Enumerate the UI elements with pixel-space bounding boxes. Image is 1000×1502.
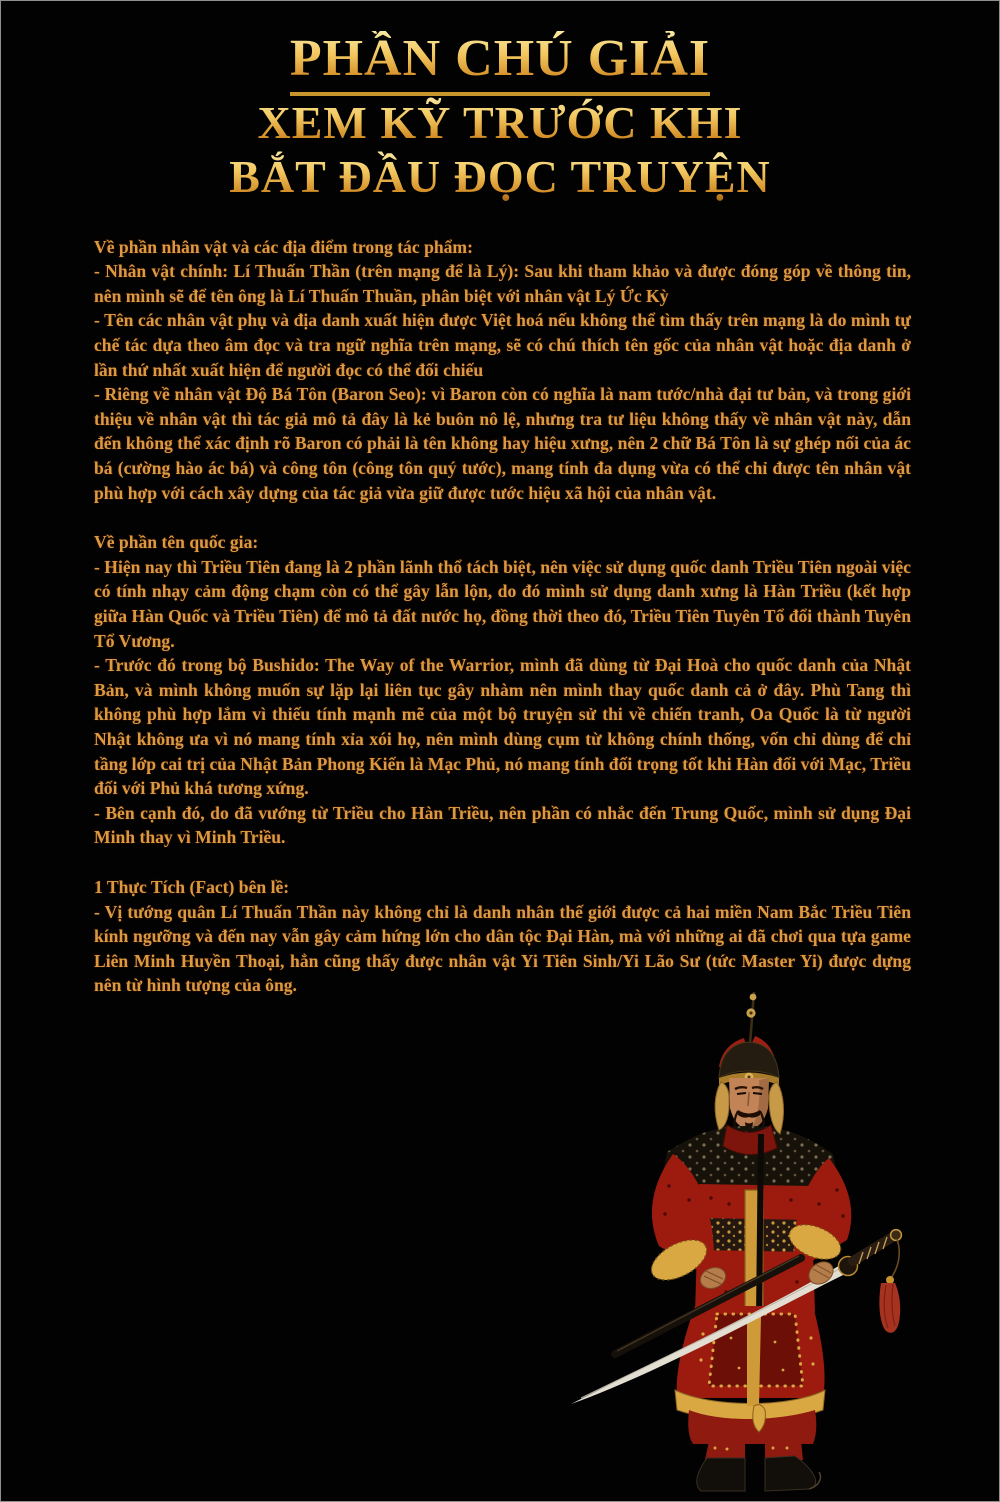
admiral-illustration-svg bbox=[561, 986, 1000, 1502]
note-paragraph: - Bên cạnh đó, do đã vướng từ Triều cho Hàn Triều, nên phần có nhắc đến Trung Quốc, mình sử dụng Đại Minh thay vì Minh Triều. bbox=[94, 802, 911, 848]
boots bbox=[697, 1441, 821, 1491]
note-paragraph: - Vị tướng quân Lí Thuấn Thần này không chỉ là danh nhân thế giới được cả hai miền Nam Bắc Triều Tiên kính ngưỡng và đến nay vẫn gây cảm hứng lớn cho dân tộc Đại Hàn, mà với những ai đã chơi qua tựa game Liên Minh Huyền Thoại, hẳn cũng thấy được nhân vật Yi Tiên Sinh/Yi Lão Sư (tức Master Yi) được dựng nên từ hình tượng của ông. bbox=[94, 901, 911, 996]
title-line-1: PHẦN CHÚ GIẢI bbox=[1, 31, 999, 96]
note-paragraph: - Trước đó trong bộ Bushido: The Way of the Warrior, mình đã dùng từ Đại Hoà cho quốc danh của Nhật Bản, và mình không muốn sự lặp lại liên tục gây nhàm nên mình thay quốc danh cả ở đây. Phù Tang thì không phù hợp lắm vì thiếu tính mạnh mẽ của một bộ truyện sử thi về chiến tranh, Oa Quốc là từ người Nhật không ưa vì nó mang tính xỉa xói họ, nên mình dùng cụm từ không chính thống, vốn chỉ dùng để chỉ tầng lớp cai trị của Nhật Bản Phong Kiến là Mạc Phủ, nó mang tính đối trọng tốt khi Hàn đối với Mạc, Triều đối với Phủ khá tương xứng. bbox=[94, 655, 911, 799]
note-paragraph: - Tên các nhân vật phụ và địa danh xuất hiện được Việt hoá nếu không thể tìm thấy trên mạng là do mình tự chế tác dựa theo âm đọc và tra ngữ nghĩa trên mạng, sẽ có chú thích tên gốc của nhân vật hoặc địa danh ở lần thứ nhất xuất hiện để người đọc có thể đối chiếu bbox=[94, 310, 911, 380]
page-title bbox=[1, 1, 999, 205]
title-line-3: BẮT ĐẦU ĐỌC TRUYỆN bbox=[1, 150, 999, 204]
section-heading: Về phần tên quốc gia: bbox=[94, 532, 259, 553]
section-fact bbox=[94, 875, 911, 998]
skirt-armor bbox=[675, 1306, 825, 1444]
notes-body bbox=[94, 235, 911, 998]
sword-pommel bbox=[891, 1230, 902, 1241]
note-paragraph: - Riêng về nhân vật Độ Bá Tôn (Baron Seo): vì Baron còn có nghĩa là nam tước/nhà đại tư bản, và trong giới thiệu về nhân vật thì tác giả mô tả đây là kẻ buôn nô lệ, nhưng tra tư liệu không thấy về nhân vật này, dẫn đến không thể xác định rõ Baron có phải là tên không hay hiệu xưng, nên 2 chữ Bá Tôn là sự ghép nối của ác bá (cường hào ác bá) và công tôn (công tôn quý tước), mang tính đa dụng vừa có thể chỉ được tên nhân vật phù hợp với cách xây dựng của tác giả vừa giữ được tước hiệu xã hội của nhân vật. bbox=[94, 384, 911, 503]
title-line-2: XEM KỸ TRƯỚC KHI bbox=[1, 96, 999, 150]
section-heading: Về phần nhân vật và các địa điểm trong tác phẩm: bbox=[94, 236, 473, 257]
section-country-names bbox=[94, 530, 911, 850]
note-paragraph: - Hiện nay thì Triều Tiên đang là 2 phần lãnh thổ tách biệt, nên việc sử dụng quốc danh Triều Tiên ngoài việc có tính nhạy cảm động chạm còn có thể gây lẫn lộn, do đó mình sử dụng danh xưng là Hàn Triều (kết hợp giữa Hàn Quốc và Triều Tiên) để mô tả đất nước họ, đồng thời theo đó, Triều Tiên Tuyên Tổ đổi thành Tuyên Tổ Vương. bbox=[94, 556, 911, 651]
note-paragraph: - Nhân vật chính: Lí Thuấn Thần (trên mạng để là Lý): Sau khi tham khảo và được đóng góp về thông tin, nên mình sẽ để tên ông là Lí Thuấn Thuần, phân biệt với nhân vật Lý Ức Kỳ bbox=[94, 261, 911, 306]
section-characters bbox=[94, 235, 911, 506]
admiral-illustration bbox=[561, 986, 1000, 1502]
section-heading: 1 Thực Tích (Fact) bên lề: bbox=[94, 876, 290, 897]
sword-tassel bbox=[879, 1239, 900, 1333]
